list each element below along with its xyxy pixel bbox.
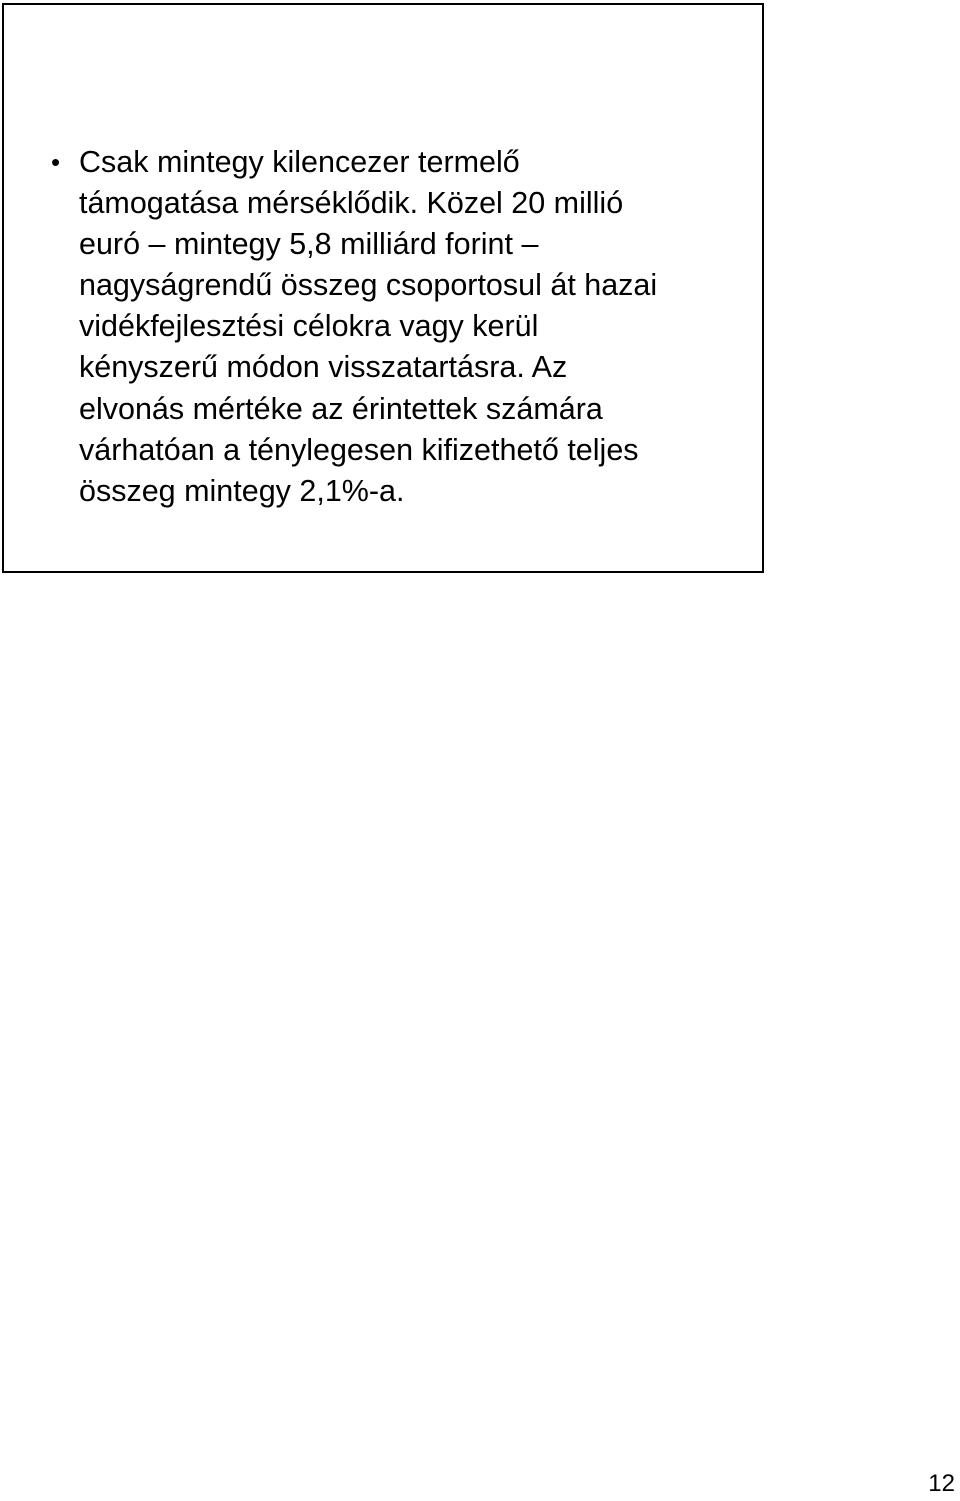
bullet-line: nagyságrendű összeg csoportosul át hazai	[79, 268, 658, 303]
bullet-list	[49, 142, 729, 512]
bullet-line: kényszerű módon visszatartásra. Az	[79, 350, 568, 385]
bullet-line: elvonás mértéke az érintettek számára	[79, 391, 603, 426]
bullet-item	[49, 142, 729, 512]
bullet-line: vidékfejlesztési célokra vagy kerül	[79, 309, 539, 344]
bullet-marker-icon: •	[51, 147, 61, 177]
bullet-line: összeg mintegy 2,1%-a.	[79, 473, 405, 508]
bullet-line: támogatása mérséklődik. Közel 20 millió	[79, 186, 624, 221]
bullet-line: Csak mintegy kilencezer termelő	[79, 145, 520, 179]
bullet-line: várhatóan a ténylegesen kifizethető teljes	[79, 432, 639, 467]
bullet-line: euró – mintegy 5,8 milliárd forint –	[79, 227, 539, 262]
page-number: 12	[928, 1470, 955, 1497]
slide-frame	[2, 3, 764, 573]
